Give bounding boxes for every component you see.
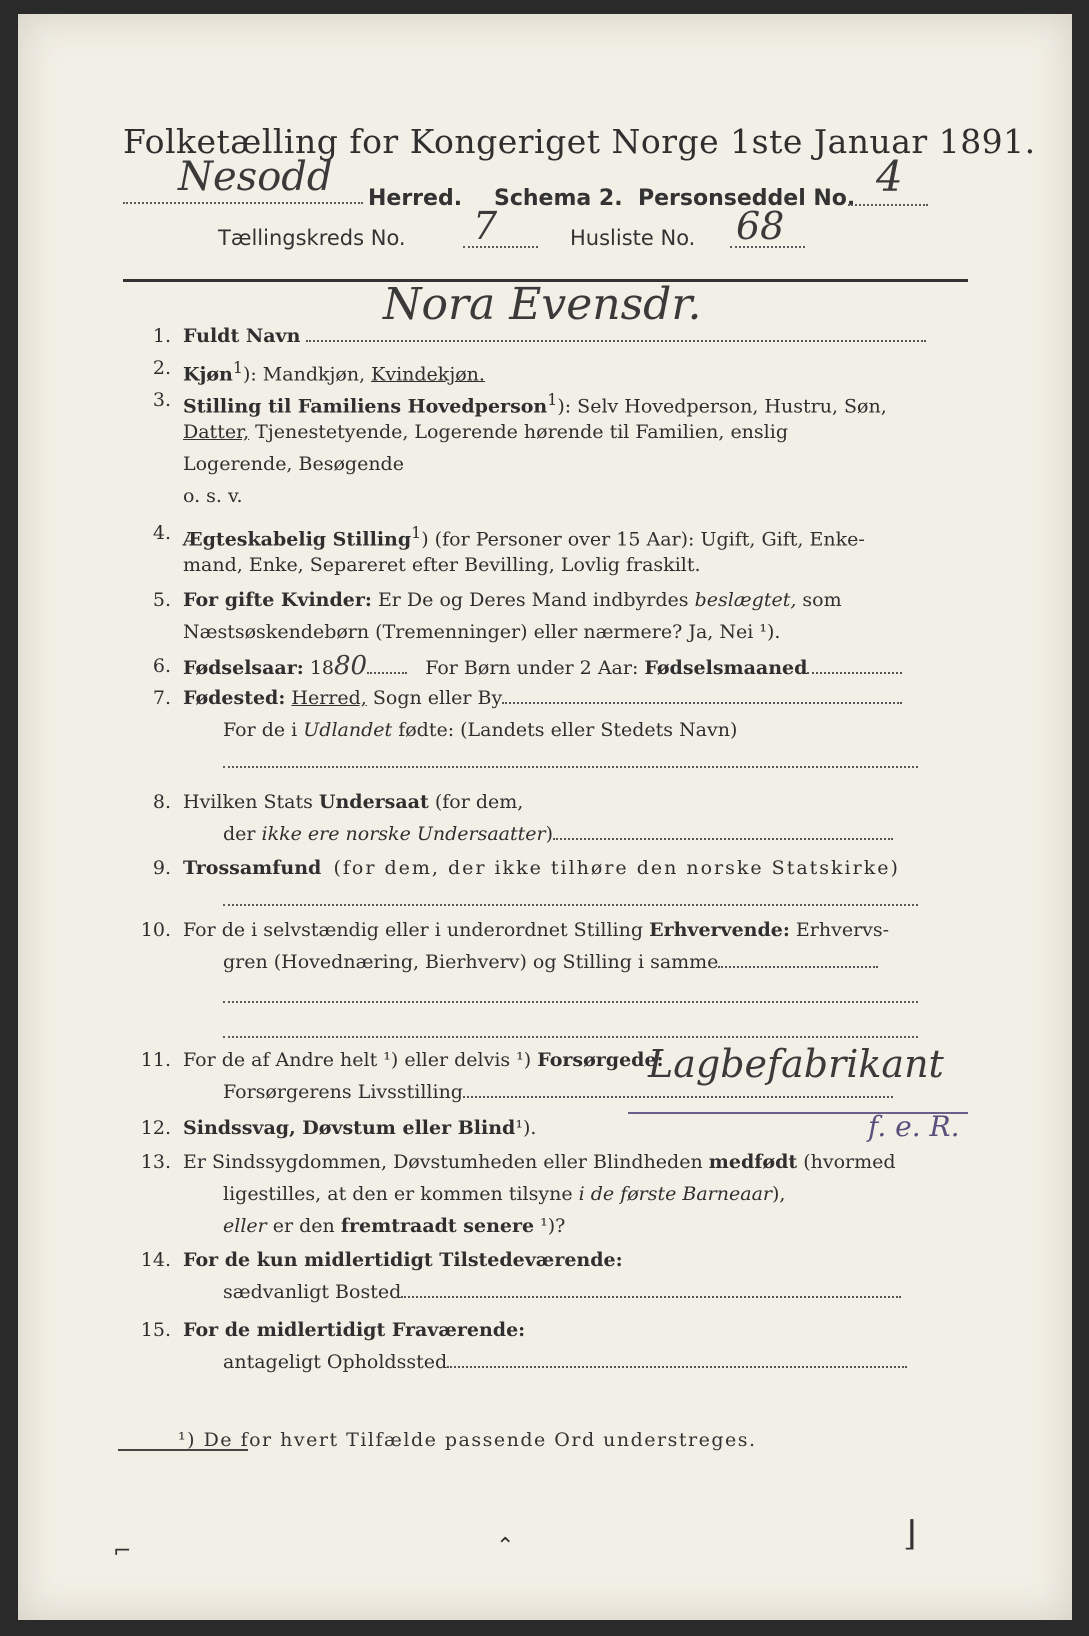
item-8-line2-italic: ikke ere norske Undersaatter	[261, 823, 546, 845]
item-8-line2-post: )	[545, 823, 554, 845]
item-10-blank-line-2	[223, 1036, 918, 1038]
item-2-selected: Kvindekjøn.	[371, 363, 485, 386]
stray-mark-right: ⌋	[903, 1514, 917, 1554]
personseddel-dotted-line	[848, 204, 928, 206]
item-13-line3-italic: eller	[223, 1215, 267, 1237]
item-11-fill-line	[463, 1096, 893, 1098]
item-11-label: Forsørgede:	[537, 1049, 664, 1071]
item-9-blank-line	[223, 904, 918, 906]
item-5-number: 5.	[152, 589, 171, 611]
item-6-number: 6.	[152, 655, 171, 677]
husliste-label: Husliste No.	[570, 226, 696, 250]
item-8-text2: (for dem,	[434, 791, 524, 813]
item-9-number: 9.	[152, 857, 171, 879]
item-6-year-prefix: 18	[309, 657, 334, 679]
item-11-text: For de af Andre helt ¹) eller delvis ¹)	[183, 1049, 532, 1071]
item-6-year-line	[367, 672, 407, 674]
item-3-text: ): Selv Hovedperson, Hustru, Søn,	[557, 395, 887, 418]
item-12-number: 12.	[140, 1117, 171, 1139]
item-5-text: Er De og Deres Mand indbyrdes	[377, 589, 689, 611]
item-13-line2-italic: i de første Barneaar	[578, 1183, 772, 1205]
item-7-text: Sogn eller By	[372, 687, 503, 709]
item-11-handwriting: Lagbefabrikant	[648, 1042, 944, 1086]
item-6-label: Fødselsaar:	[183, 657, 304, 679]
item-14-label: For de kun midlertidigt Tilstedeværende:	[183, 1249, 623, 1271]
item-15-fill-line	[447, 1366, 907, 1368]
item-2-label: Kjøn	[183, 363, 233, 386]
form-title: Folketælling for Kongeriget Norge 1ste Januar 1891.	[123, 122, 1036, 161]
item-15-number: 15.	[140, 1319, 171, 1341]
item-4-label: Ægteskabelig Stilling	[183, 528, 412, 551]
husliste-number: 68	[736, 204, 785, 248]
item-10-label: Erhvervende:	[649, 919, 790, 941]
item-2-number: 2.	[152, 357, 171, 379]
item-9-text: (for dem, der ikke tilhøre den norske Statskirke)	[333, 857, 900, 879]
item-3-number: 3.	[152, 389, 171, 411]
item-10-blank-line-1	[223, 1001, 918, 1003]
item-7-label: Fødested:	[183, 687, 286, 709]
item-12-text: ¹).	[515, 1117, 537, 1139]
name-handwriting: Nora Evensdr.	[383, 279, 702, 330]
item-3-line3: Logerende, Besøgende	[183, 453, 404, 475]
census-form-page	[18, 14, 1072, 1620]
item-10-text2: Erhvervs-	[795, 919, 890, 941]
item-11-line2: Forsørgerens Livsstilling	[223, 1081, 463, 1103]
item-1	[123, 320, 968, 352]
item-3-label: Stilling til Familiens Hovedperson	[183, 395, 548, 418]
item-4-text: ) (for Personer over 15 Aar): Ugift, Gift, Enke-	[421, 528, 865, 551]
kreds-label: Tællingskreds No.	[218, 226, 406, 250]
item-7-fill-line	[502, 702, 902, 704]
item-7-selected: Herred,	[291, 687, 367, 709]
personseddel-number: 4	[876, 152, 903, 201]
herred-label: Herred.	[368, 186, 463, 211]
item-3-line2: Tjenestetyende, Logerende hørende til Familien, enslig	[255, 421, 788, 443]
item-8-label: Undersaat	[318, 791, 429, 813]
item-10-fill-line	[718, 966, 878, 968]
herred-handwriting: Nesodd	[178, 154, 333, 200]
item-8-line2-pre: der	[223, 823, 256, 845]
stray-mark-center: ⌃	[496, 1534, 515, 1559]
item-13-text: Er Sindssygdommen, Døvstumheden eller Blindheden	[183, 1151, 703, 1173]
item-5-italic: beslægtet,	[694, 589, 797, 611]
herred-dotted-line	[123, 202, 363, 204]
item-12-label: Sindssvag, Døvstum eller Blind	[183, 1117, 516, 1139]
kreds-number: 7	[473, 204, 498, 248]
item-3-selected: Datter,	[183, 421, 250, 443]
item-1-label: Fuldt Navn	[183, 325, 301, 347]
item-14-fill-line	[401, 1296, 901, 1298]
item-7-line2-post: fødte: (Landets eller Stedets Navn)	[398, 719, 738, 741]
item-7-line2-italic: Udlandet	[303, 719, 393, 741]
item-15-label: For de midlertidigt Fraværende:	[183, 1319, 526, 1341]
item-15-line2: antageligt Opholdssted	[223, 1351, 448, 1373]
item-8-fill-line	[553, 838, 893, 840]
item-13-text2: (hvormed	[803, 1151, 896, 1173]
footnote: ¹) De for hvert Tilfælde passende Ord understreges.	[178, 1429, 757, 1451]
item-3-line4: o. s. v.	[183, 485, 243, 507]
personseddel-label: Personseddel No.	[638, 186, 856, 211]
item-5-line2: Næstsøskendebørn (Tremenninger) eller nærmere? Ja, Nei ¹).	[183, 621, 781, 643]
item-7-blank-line	[223, 766, 918, 768]
item-4-number: 4.	[152, 522, 171, 544]
item-7-number: 7.	[152, 687, 171, 709]
item-13-number: 13.	[140, 1151, 171, 1173]
item-13-label: medfødt	[708, 1151, 798, 1173]
stray-mark-left: ⌐	[113, 1539, 132, 1564]
schema-label: Schema 2.	[494, 186, 623, 211]
item-4-sup: 1	[411, 523, 422, 542]
item-13-line3-bold: fremtraadt senere	[340, 1215, 535, 1237]
item-8-number: 8.	[152, 791, 171, 813]
item-6-text: For Børn under 2 Aar:	[425, 657, 639, 679]
item-14-number: 14.	[140, 1249, 171, 1271]
item-5-text-end: som	[802, 589, 842, 611]
item-1-fill-line	[306, 340, 926, 342]
item-14-line2: sædvanligt Bosted	[223, 1281, 402, 1303]
item-7-line2-pre: For de i	[223, 719, 298, 741]
item-12-handwriting: f. e. R.	[868, 1110, 960, 1143]
item-13-line2-post: ),	[772, 1183, 786, 1205]
item-6-label2: Fødselsmaaned	[644, 657, 808, 679]
item-10-text: For de i selvstændig eller i underordnet Stilling	[183, 919, 644, 941]
item-13-line3-text: er den	[272, 1215, 335, 1237]
item-3-sup: 1	[547, 390, 558, 409]
item-10-number: 10.	[140, 919, 171, 941]
item-2-sup: 1	[232, 358, 243, 377]
item-1-number: 1.	[152, 325, 171, 347]
item-10-line2: gren (Hovednæring, Bierhverv) og Stilling i samme	[223, 951, 719, 973]
item-4-line2: mand, Enke, Separeret efter Bevilling, Lovlig fraskilt.	[183, 554, 701, 576]
item-5-label: For gifte Kvinder:	[183, 589, 372, 611]
item-8-text: Hvilken Stats	[183, 791, 313, 813]
item-6-month-line	[807, 672, 902, 674]
item-9-label: Trossamfund	[183, 857, 322, 879]
item-13-line3-end: ¹)?	[540, 1215, 566, 1237]
item-2-text: ): Mandkjøn,	[242, 363, 366, 386]
item-6-year-handwriting: 80	[334, 651, 368, 681]
item-11-number: 11.	[140, 1049, 171, 1071]
item-13-line2-pre: ligestilles, at den er kommen tilsyne	[223, 1183, 573, 1205]
